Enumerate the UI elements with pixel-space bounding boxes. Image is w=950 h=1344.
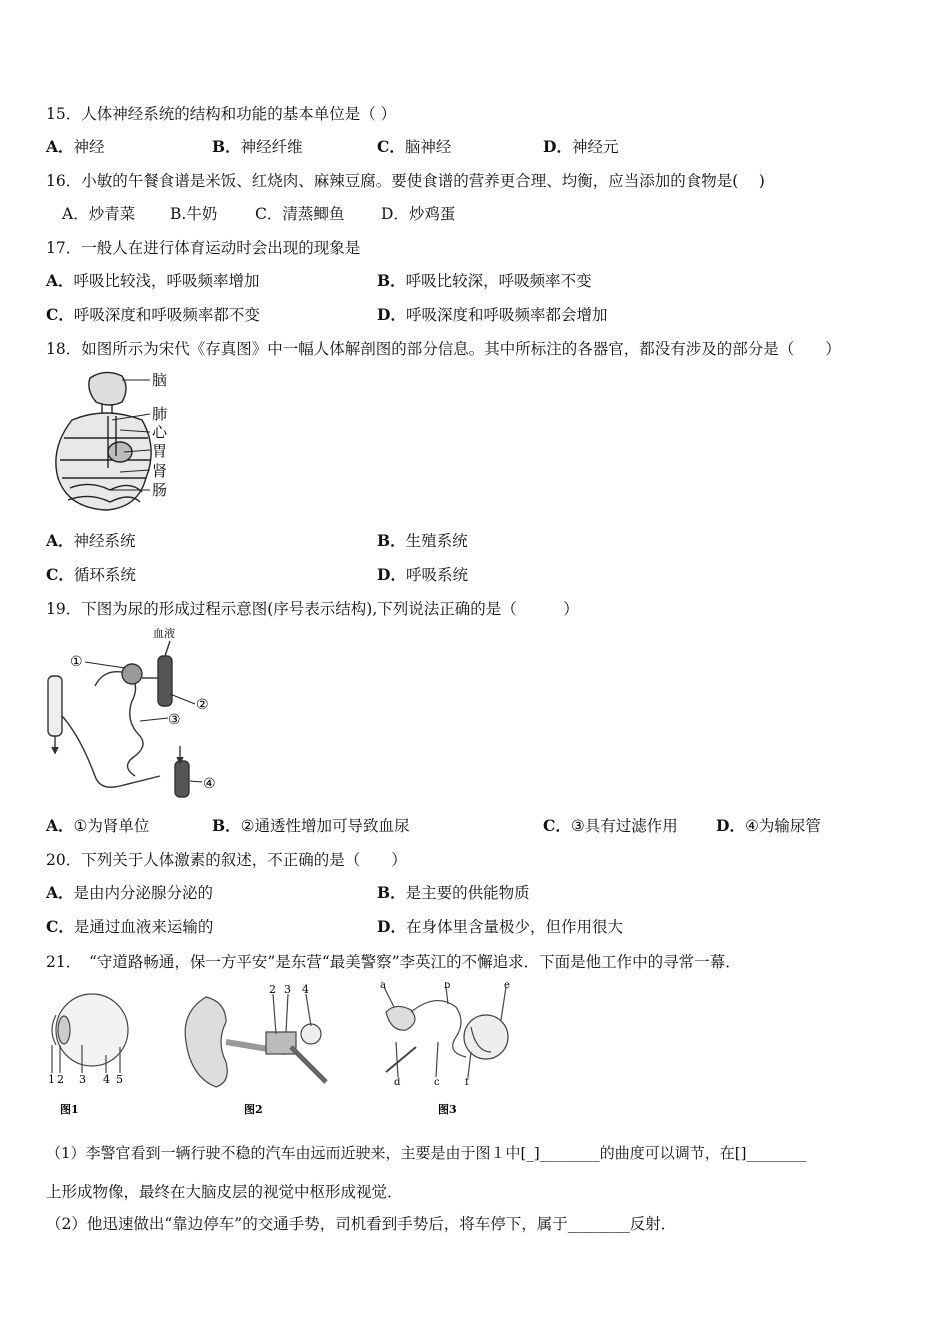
eye-num-5: 5 [116, 1073, 123, 1086]
q20-option-a: A．是由内分泌腺分泌的 [46, 883, 214, 902]
fig3-caption: 图3 [438, 1103, 457, 1116]
label-brain: 脑 [152, 371, 168, 389]
q21-sub1-line1: （1）李警官看到一辆行驶不稳的汽车由远而近驶来，主要是由于图１中[_]________的曲度可以调节，在[]________ [46, 1144, 807, 1162]
eye-num-2: 2 [57, 1073, 64, 1086]
q16-option-d: D．炒鸡蛋 [381, 205, 456, 223]
q19-option-a: A．①为肾单位 [46, 816, 150, 835]
label-kidney: 肾 [152, 462, 168, 480]
eye-num-4: 4 [103, 1073, 110, 1086]
fig1-caption: 图1 [60, 1103, 79, 1116]
q17-option-b: B．呼吸比较深，呼吸频率不变 [377, 271, 592, 290]
eye-num-3: 3 [79, 1073, 86, 1086]
q17-option-d: D．呼吸深度和呼吸频率都会增加 [377, 305, 608, 324]
q19-option-d: D．④为输尿管 [716, 816, 821, 835]
q16-option-b: B.牛奶 [170, 205, 218, 223]
q21-stem: 21． “守道路畅通，保一方平安”是东营“最美警察”李英江的不懈追求．下面是他工作中的寻常一幕． [46, 953, 741, 971]
q15-option-a: A．神经 [46, 137, 105, 156]
q16-option-c: C．清蒸鲫鱼 [255, 205, 345, 223]
q21-sub2: （2）他迅速做出“靠边停车”的交通手势，司机看到手势后，将车停下，属于________反射． [46, 1215, 677, 1233]
reflex-d: d [394, 1077, 401, 1088]
label-n4: ④ [203, 776, 216, 792]
label-heart: 心 [152, 423, 168, 441]
q20-option-c: C．是通过血液来运输的 [46, 917, 214, 936]
eye-figure [44, 985, 134, 1117]
anatomy-figure [50, 368, 180, 516]
reflex-b: b [444, 982, 451, 991]
q18-option-b: B．生殖系统 [377, 531, 468, 550]
fig2-caption: 图2 [244, 1103, 263, 1116]
q15-option-b: B．神经纤维 [212, 137, 303, 156]
q16-option-a: A．炒青菜 [62, 205, 136, 223]
q17-option-a: A．呼吸比较浅，呼吸频率增加 [46, 271, 260, 290]
q20-stem: 20．下列关于人体激素的叙述，不正确的是（ ） [46, 851, 407, 869]
q17-stem: 17．一般人在进行体育运动时会出现的现象是 [46, 239, 361, 257]
reflex-arc-figure [376, 982, 526, 1117]
reflex-e: e [504, 982, 510, 991]
label-lung: 肺 [152, 405, 168, 423]
q20-option-b: B．是主要的供能物质 [377, 883, 530, 902]
reflex-a: a [380, 982, 386, 991]
q15-option-c: C．脑神经 [377, 137, 452, 156]
ear-num-4: 4 [302, 983, 309, 996]
label-intestine: 肠 [152, 481, 168, 499]
q20-option-d: D．在身体里含量极少，但作用很大 [377, 917, 623, 936]
eye-num-1: 1 [48, 1073, 55, 1086]
label-stomach: 胃 [152, 442, 168, 460]
urine-formation-figure [40, 626, 230, 801]
q15-stem: 15．人体神经系统的结构和功能的基本单位是（ ） [46, 105, 397, 123]
q19-option-b: B．②通透性增加可导致血尿 [212, 816, 410, 835]
q16-stem: 16．小敏的午餐食谱是米饭、红烧肉、麻辣豆腐。要使食谱的营养更合理、均衡，应当添加的食物是( ) [46, 172, 765, 190]
label-n3: ③ [168, 712, 181, 728]
q19-option-c: C．③具有过滤作用 [543, 816, 678, 835]
q18-stem: 18．如图所示为宋代《存真图》中一幅人体解剖图的部分信息。其中所标注的各器官，都没有涉及的部分是（ ） [46, 340, 841, 358]
reflex-f: f [465, 1077, 469, 1088]
q18-option-a: A．神经系统 [46, 531, 136, 550]
ear-num-2: 2 [269, 983, 276, 996]
q21-sub1-line2: 上形成物像，最终在大脑皮层的视觉中枢形成视觉． [46, 1183, 403, 1201]
q18-option-c: C．循环系统 [46, 565, 136, 584]
reflex-c: c [434, 1077, 440, 1088]
q17-option-c: C．呼吸深度和呼吸频率都不变 [46, 305, 260, 324]
label-n1: ① [70, 654, 83, 670]
q15-option-d: D．神经元 [543, 137, 619, 156]
q19-stem: 19．下图为尿的形成过程示意图(序号表示结构),下列说法正确的是（ ） [46, 600, 579, 618]
ear-figure [176, 982, 336, 1117]
q18-option-d: D．呼吸系统 [377, 565, 468, 584]
ear-num-3: 3 [284, 983, 291, 996]
label-n2: ② [196, 697, 209, 713]
label-blood: 血液 [153, 627, 175, 640]
